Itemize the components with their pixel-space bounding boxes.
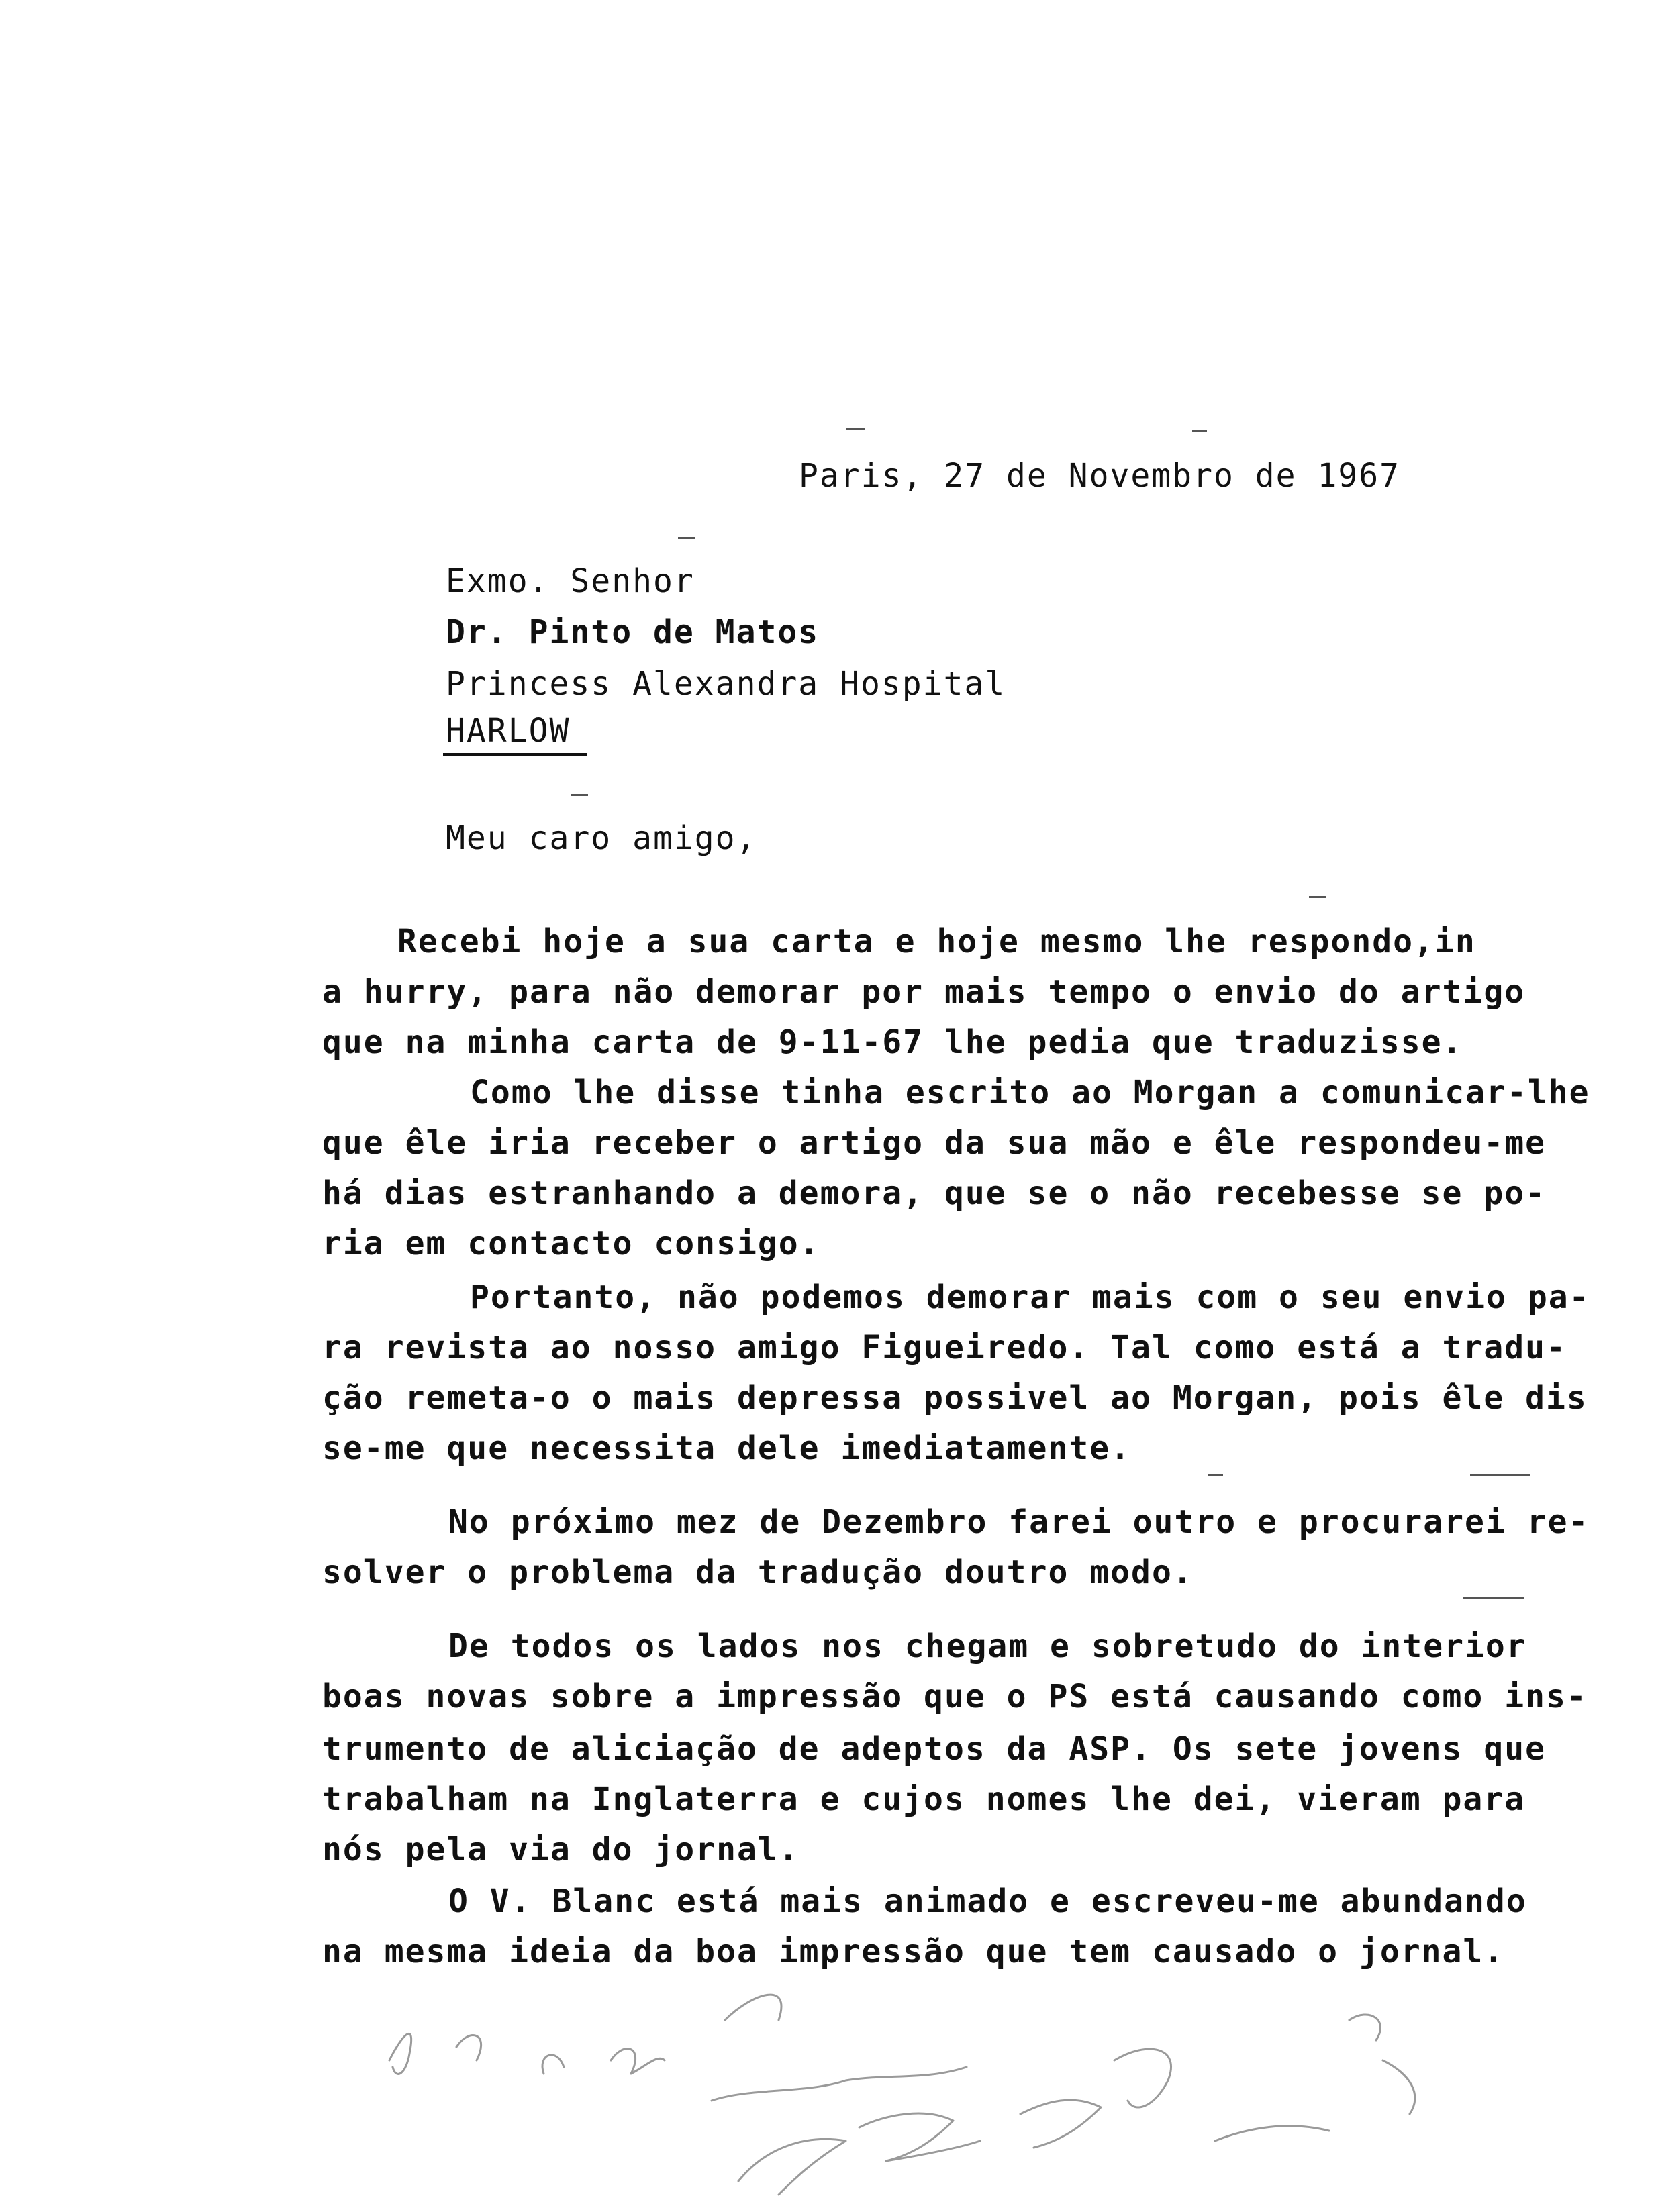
- recipient-city: HARLOW: [446, 712, 571, 750]
- body-line: na mesma ideia da boa impressão que tem causado o jornal.: [322, 1933, 1505, 1970]
- body-line: ra revista ao nosso amigo Figueiredo. Tal como está a tradu-: [322, 1329, 1567, 1366]
- handwritten-signature: [376, 1980, 1517, 2208]
- body-line: há dias estranhando a demora, que se o não recebesse se po-: [322, 1174, 1547, 1212]
- body-line: trabalham na Inglaterra e cujos nomes lhe dei, vieram para: [322, 1780, 1526, 1818]
- city-underline: [443, 753, 587, 756]
- body-line: se-me que necessita dele imediatamente.: [322, 1429, 1132, 1467]
- body-line: a hurry, para não demorar por mais tempo o envio do artigo: [322, 973, 1526, 1011]
- paper-speck: [1463, 1597, 1524, 1599]
- paper-speck: [1208, 1474, 1223, 1476]
- paper-speck: [678, 537, 695, 539]
- recipient-institution: Princess Alexandra Hospital: [446, 665, 1006, 703]
- body-line: De todos os lados nos chegam e sobretudo do interior: [448, 1627, 1527, 1665]
- body-line: ria em contacto consigo.: [322, 1225, 820, 1262]
- recipient-salutation-title: Exmo. Senhor: [446, 562, 695, 600]
- body-line: que êle iria receber o artigo da sua mão e êle respondeu-me: [322, 1124, 1547, 1162]
- paper-speck: [1309, 896, 1326, 898]
- body-line: O V. Blanc está mais animado e escreveu-me abundando: [448, 1882, 1527, 1920]
- recipient-name: Dr. Pinto de Matos: [446, 613, 820, 651]
- paper-speck: [571, 794, 588, 796]
- greeting: Meu caro amigo,: [446, 819, 757, 857]
- dateline: Paris, 27 de Novembro de 1967: [799, 457, 1401, 495]
- body-line: Recebi hoje a sua carta e hoje mesmo lhe respondo,in: [397, 923, 1476, 960]
- paper-speck: [1192, 430, 1207, 432]
- paper-speck: [1470, 1474, 1530, 1476]
- body-line: nós pela via do jornal.: [322, 1831, 799, 1868]
- body-line: solver o problema da tradução doutro modo.: [322, 1554, 1194, 1591]
- body-line: Como lhe disse tinha escrito ao Morgan a comunicar-lhe: [470, 1074, 1590, 1111]
- body-line: ção remeta-o o mais depressa possivel ao Morgan, pois êle dis: [322, 1379, 1588, 1417]
- body-line: trumento de aliciação de adeptos da ASP. Os sete jovens que: [322, 1730, 1547, 1768]
- body-line: que na minha carta de 9-11-67 lhe pedia que traduzisse.: [322, 1023, 1463, 1061]
- body-line: No próximo mez de Dezembro farei outro e procurarei re-: [448, 1503, 1590, 1541]
- body-line: boas novas sobre a impressão que o PS está causando como ins-: [322, 1678, 1588, 1715]
- paper-speck: [846, 428, 865, 430]
- body-line: Portanto, não podemos demorar mais com o seu envio pa-: [470, 1278, 1590, 1316]
